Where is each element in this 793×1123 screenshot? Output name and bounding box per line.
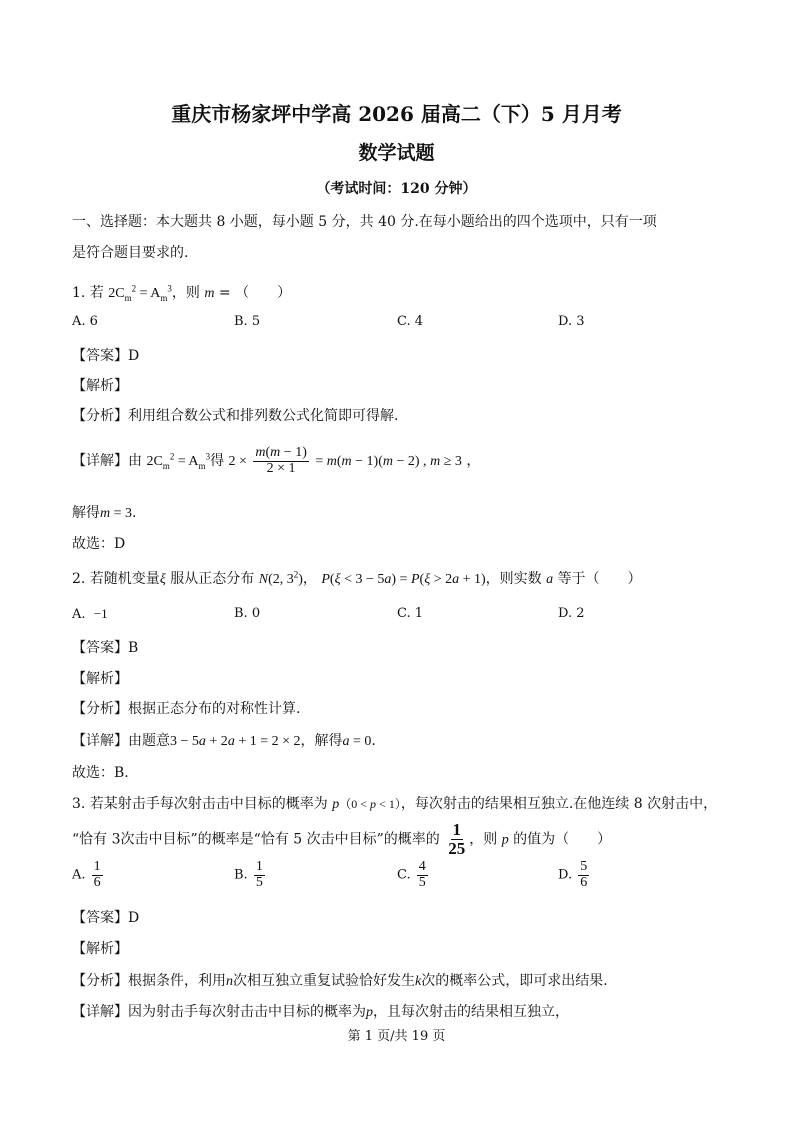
q1-equation: $2C_m^2 = A_m^3$: [108, 283, 172, 303]
q1-detail: 【详解】由 $2C_m^2 = A_m^3$得 2 × $\frac{m(m - 1)}{2 \times 1}$ = m(m − 1)(m − 2) , m ≥ 3 ，: [72, 445, 481, 476]
q2-option-a: A. −1: [72, 606, 108, 622]
q1-conclusion: 故选：D: [72, 536, 126, 552]
q1-stem: 1. 若 $2C_m^2 = A_m^3$，则 m = （ ）: [72, 283, 292, 303]
q1-solve: 解得m = 3.: [72, 505, 137, 521]
q2-option-d: D. 2: [558, 606, 585, 621]
q3-option-a: A. $\frac{1}{6}$: [72, 859, 101, 890]
q3-detail: 【详解】因为射击手每次射击击中目标的概率为p，且每次射击的结果相互独立，: [72, 1004, 569, 1020]
q2-option-c: C. 1: [397, 606, 424, 621]
section-heading-line2: 是符合题目要求的.: [72, 245, 189, 261]
q2-analysis-label: 【解析】: [72, 671, 128, 687]
page-footer: 第 1 页/共 19 页: [347, 1029, 446, 1044]
q2-stem: 2. 若随机变量ξ 服从正态分布 N(2, $3^2$)， P(ξ < 3 − 5a) = P(ξ > 2a + 1)，则实数 a 等于（ ）: [72, 569, 642, 587]
q3-answer: 【答案】D: [72, 910, 140, 926]
q2-fenxi: 【分析】根据正态分布的对称性计算.: [72, 701, 301, 717]
q1-option-c: C. 4: [397, 314, 424, 329]
q3-option-c: C. $\frac{4}{5}$: [397, 859, 426, 890]
q3-fenxi: 【分析】根据条件，利用n次相互独立重复试验恰好发生k次的概率公式，即可求出结果.: [72, 973, 608, 989]
q3-stem-line2: “恰有 3次击中目标”的概率是“恰有 5 次击中目标”的概率的 $\frac{1}{25}$ ，则 p 的值为（ ）: [72, 820, 612, 858]
q3-stem-line1: 3. 若某射击手每次射击击中目标的概率为 p（0 < p < 1），每次射击的结果相互独立.在他连续 8 次射击中，: [72, 796, 718, 812]
q1-option-a: A. 6: [72, 314, 98, 329]
q3-option-d: D. $\frac{5}{6}$: [558, 859, 588, 890]
q2-option-b: B. 0: [234, 606, 261, 621]
q3-ratio-fraction: $\frac{1}{25}$: [448, 820, 466, 858]
q2-detail: 【详解】由题意3 − 5a + 2a + 1 = 2 × 2，解得a = 0.: [72, 733, 376, 749]
page-subtitle: 数学试题: [358, 142, 435, 164]
q2-conclusion: 故选：B.: [72, 765, 129, 781]
q2-answer: 【答案】B: [72, 640, 139, 656]
exam-time: （考试时间：120 分钟）: [316, 181, 477, 197]
q1-analysis-label: 【解析】: [72, 378, 128, 394]
page-title: 重庆市杨家坪中学高 2026 届高二（下）5 月月考: [171, 102, 622, 126]
q1-option-d: D. 3: [558, 314, 585, 329]
q1-fenxi: 【分析】利用组合数公式和排列数公式化简即可得解.: [72, 408, 399, 424]
q3-analysis-label: 【解析】: [72, 941, 128, 957]
section-heading-line1: 一、选择题：本大题共 8 小题，每小题 5 分，共 40 分.在每小题给出的四个选项中，只有一项: [72, 214, 657, 230]
q1-answer: 【答案】D: [72, 348, 140, 364]
q3-option-b: B. $\frac{1}{5}$: [234, 859, 263, 890]
q1-option-b: B. 5: [234, 314, 261, 329]
